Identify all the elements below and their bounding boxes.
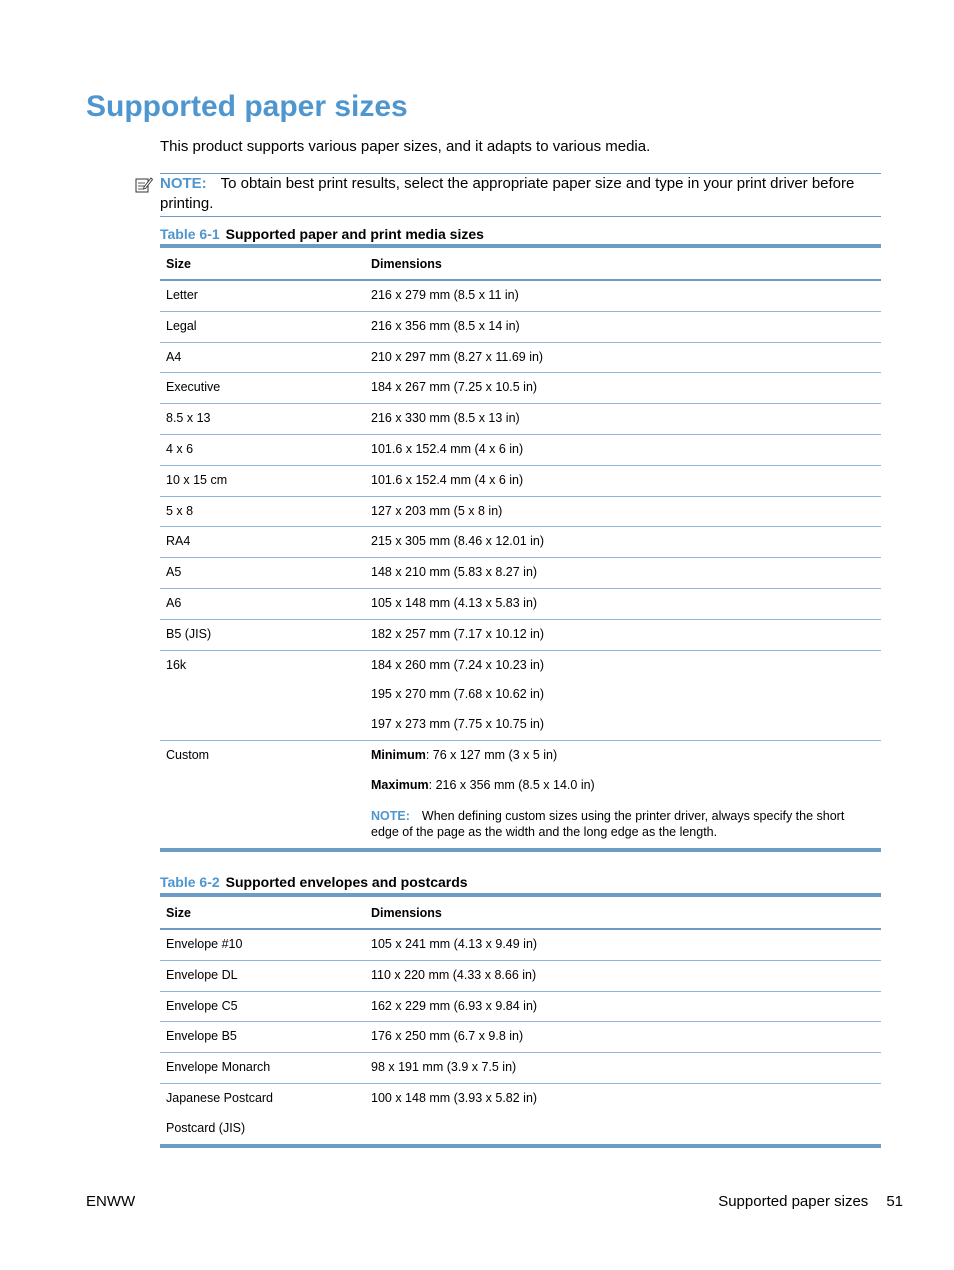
table2-title: Supported envelopes and postcards bbox=[225, 874, 468, 890]
table-row bbox=[160, 588, 881, 619]
paper-sizes-table bbox=[160, 244, 881, 852]
dimensions-cell bbox=[365, 434, 881, 465]
dimensions-cell bbox=[365, 280, 881, 311]
envelopes-table bbox=[160, 893, 881, 1148]
table-row bbox=[160, 991, 881, 1022]
table1-body bbox=[160, 280, 881, 850]
table2-header-size: Size bbox=[160, 895, 365, 929]
size-label: 16k bbox=[166, 657, 187, 672]
table-row bbox=[160, 929, 881, 960]
size-cell bbox=[160, 960, 365, 991]
size-cell bbox=[160, 929, 365, 960]
size-label: A5 bbox=[166, 565, 182, 580]
size-cell bbox=[160, 619, 365, 650]
note-pencil-icon bbox=[135, 176, 153, 194]
dimensions-value: 184 x 267 mm (7.25 x 10.5 in) bbox=[371, 380, 538, 395]
dimensions-value: 127 x 203 mm (5 x 8 in) bbox=[371, 503, 503, 518]
size-label: 10 x 15 cm bbox=[166, 472, 228, 487]
dimensions-cell bbox=[365, 619, 881, 650]
dimensions-value: 176 x 250 mm (6.7 x 9.8 in) bbox=[371, 1029, 524, 1044]
size-label: 4 x 6 bbox=[166, 441, 194, 456]
size-label: Postcard (JIS) bbox=[166, 1120, 246, 1135]
dimensions-cell bbox=[365, 588, 881, 619]
note-box bbox=[160, 173, 881, 217]
table-row bbox=[160, 373, 881, 404]
dimensions-value: 197 x 273 mm (7.75 x 10.75 in) bbox=[371, 717, 545, 732]
custom-maximum bbox=[371, 771, 875, 801]
size-cell bbox=[160, 404, 365, 435]
dimensions-value: 101.6 x 152.4 mm (4 x 6 in) bbox=[371, 472, 524, 487]
table-row bbox=[160, 311, 881, 342]
dimensions-cell bbox=[365, 496, 881, 527]
maximum-value: : 216 x 356 mm (8.5 x 14.0 in) bbox=[428, 777, 595, 792]
size-cell bbox=[160, 1053, 365, 1084]
dimensions-value: 162 x 229 mm (6.93 x 9.84 in) bbox=[371, 998, 538, 1013]
dimensions-cell bbox=[365, 1053, 881, 1084]
maximum-label: Maximum bbox=[371, 777, 429, 792]
dimensions-value: 105 x 148 mm (4.13 x 5.83 in) bbox=[371, 595, 538, 610]
custom-note-text: When defining custom sizes using the printer driver, always specify the short edge of the page as the width and the long edge as the length. bbox=[371, 808, 845, 839]
footer-section-title: Supported paper sizes bbox=[718, 1193, 869, 1210]
page-number: 51 bbox=[886, 1193, 903, 1210]
size-label: A4 bbox=[166, 349, 182, 364]
custom-minimum bbox=[371, 741, 875, 771]
dimensions-value: 216 x 356 mm (8.5 x 14 in) bbox=[371, 318, 520, 333]
dimensions-cell bbox=[365, 465, 881, 496]
dimensions-cell bbox=[365, 1022, 881, 1053]
size-label: Envelope DL bbox=[166, 967, 238, 982]
size-label: Legal bbox=[166, 318, 197, 333]
minimum-value: : 76 x 127 mm (3 x 5 in) bbox=[425, 747, 558, 762]
table-row bbox=[160, 527, 881, 558]
size-label: Envelope C5 bbox=[166, 998, 238, 1013]
size-cell bbox=[160, 1022, 365, 1053]
size-label: Envelope B5 bbox=[166, 1029, 237, 1044]
size-cell bbox=[160, 740, 365, 849]
size-label: Letter bbox=[166, 288, 198, 302]
footer-right bbox=[718, 1193, 903, 1210]
size-label: A6 bbox=[166, 595, 182, 610]
dimensions-cell bbox=[365, 342, 881, 373]
size-cell bbox=[160, 527, 365, 558]
dimensions-cell bbox=[365, 558, 881, 589]
size-cell bbox=[160, 311, 365, 342]
table-row bbox=[160, 650, 881, 740]
table1-header-size: Size bbox=[160, 246, 365, 280]
table1-number: Table 6-1 bbox=[160, 226, 220, 242]
dimensions-cell bbox=[365, 960, 881, 991]
size-label: RA4 bbox=[166, 534, 191, 549]
size-label: Custom bbox=[166, 747, 210, 762]
dimensions-value: 110 x 220 mm (4.33 x 8.66 in) bbox=[371, 967, 537, 982]
dimensions-cell bbox=[365, 991, 881, 1022]
dimensions-value: 210 x 297 mm (8.27 x 11.69 in) bbox=[371, 349, 544, 364]
note-label: NOTE: bbox=[160, 175, 207, 192]
table1-caption bbox=[160, 226, 484, 242]
size-label: 5 x 8 bbox=[166, 503, 194, 518]
custom-note-label: NOTE: bbox=[371, 808, 410, 823]
table2-caption bbox=[160, 874, 468, 890]
size-cell bbox=[160, 588, 365, 619]
table2-header-dimensions: Dimensions bbox=[365, 895, 881, 929]
size-label: Executive bbox=[166, 380, 221, 395]
table-row bbox=[160, 960, 881, 991]
size-label: 8.5 x 13 bbox=[166, 411, 211, 426]
table-row bbox=[160, 342, 881, 373]
custom-note bbox=[371, 801, 875, 848]
dimensions-cell bbox=[365, 311, 881, 342]
footer-left: ENWW bbox=[86, 1193, 136, 1210]
size-cell bbox=[160, 465, 365, 496]
dimensions-cell bbox=[365, 373, 881, 404]
dimensions-value: 215 x 305 mm (8.46 x 12.01 in) bbox=[371, 534, 545, 549]
page-title: Supported paper sizes bbox=[86, 90, 408, 123]
table1-title: Supported paper and print media sizes bbox=[225, 226, 484, 242]
size-label: Envelope Monarch bbox=[166, 1060, 271, 1075]
table-row bbox=[160, 558, 881, 589]
size-cell bbox=[160, 342, 365, 373]
table-row bbox=[160, 619, 881, 650]
table2-number: Table 6-2 bbox=[160, 874, 220, 890]
size-cell bbox=[160, 434, 365, 465]
table-row bbox=[160, 280, 881, 311]
dimensions-value: 98 x 191 mm (3.9 x 7.5 in) bbox=[371, 1060, 517, 1075]
dimensions-value: 216 x 279 mm (8.5 x 11 in) bbox=[371, 288, 519, 302]
dimensions-value: 195 x 270 mm (7.68 x 10.62 in) bbox=[371, 687, 545, 702]
table2-body bbox=[160, 929, 881, 1146]
dimensions-value: 184 x 260 mm (7.24 x 10.23 in) bbox=[371, 657, 545, 672]
size-cell bbox=[160, 558, 365, 589]
table-row bbox=[160, 496, 881, 527]
table-row-postcard bbox=[160, 1083, 881, 1145]
dimensions-cell bbox=[365, 527, 881, 558]
dimensions-cell bbox=[365, 929, 881, 960]
dimensions-cell bbox=[365, 404, 881, 435]
size-label: Japanese Postcard bbox=[166, 1090, 274, 1105]
size-cell bbox=[160, 373, 365, 404]
size-cell bbox=[160, 1083, 365, 1145]
table-row bbox=[160, 1053, 881, 1084]
dimensions-value: 101.6 x 152.4 mm (4 x 6 in) bbox=[371, 441, 524, 456]
minimum-label: Minimum bbox=[371, 747, 426, 762]
size-label: B5 (JIS) bbox=[166, 626, 212, 641]
table-row bbox=[160, 1022, 881, 1053]
table-row-custom bbox=[160, 740, 881, 849]
dimensions-value: 216 x 330 mm (8.5 x 13 in) bbox=[371, 411, 520, 426]
table-row bbox=[160, 404, 881, 435]
dimensions-value: 100 x 148 mm (3.93 x 5.82 in) bbox=[371, 1090, 538, 1105]
size-cell bbox=[160, 650, 365, 740]
note-text: To obtain best print results, select the appropriate paper size and type in your print driver before printing. bbox=[160, 175, 855, 212]
size-cell bbox=[160, 496, 365, 527]
intro-paragraph: This product supports various paper sizes, and it adapts to various media. bbox=[160, 138, 651, 155]
table1-header-dimensions: Dimensions bbox=[365, 246, 881, 280]
size-label: Envelope #10 bbox=[166, 937, 243, 951]
dimensions-value: 182 x 257 mm (7.17 x 10.12 in) bbox=[371, 626, 545, 641]
size-cell bbox=[160, 991, 365, 1022]
size-cell bbox=[160, 280, 365, 311]
dimensions-value: 148 x 210 mm (5.83 x 8.27 in) bbox=[371, 565, 538, 580]
dimensions-cell bbox=[365, 1083, 881, 1145]
dimensions-cell bbox=[365, 740, 881, 849]
table-row bbox=[160, 465, 881, 496]
dimensions-value: 105 x 241 mm (4.13 x 9.49 in) bbox=[371, 937, 538, 951]
dimensions-cell bbox=[365, 650, 881, 740]
table-row bbox=[160, 434, 881, 465]
